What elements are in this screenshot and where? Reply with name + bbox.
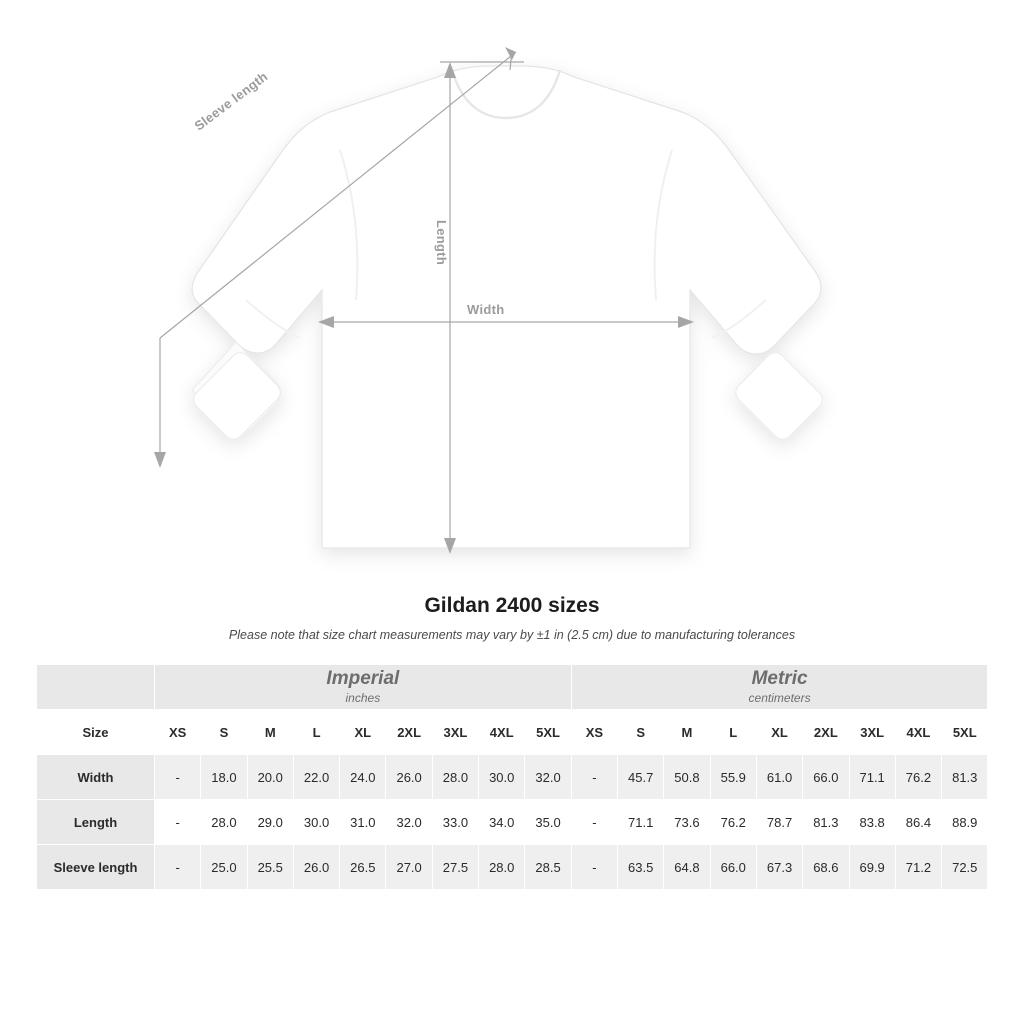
measurement-cell: 20.0 <box>247 755 293 800</box>
size-column-header: 3XL <box>432 710 478 755</box>
sleeve-length-dimension-label: Sleeve length <box>191 68 271 134</box>
measurement-cell: 32.0 <box>386 800 432 845</box>
row-label: Width <box>37 755 155 800</box>
measurement-cell: 29.0 <box>247 800 293 845</box>
measurement-cell: 64.8 <box>664 845 710 890</box>
size-column-header: XL <box>340 710 386 755</box>
measurement-cell: 81.3 <box>803 800 849 845</box>
measurement-cell: - <box>155 800 201 845</box>
measurement-cell: 30.0 <box>293 800 339 845</box>
length-dimension-label: Length <box>434 220 449 266</box>
measurement-cell: 35.0 <box>525 800 571 845</box>
measurement-cell: 68.6 <box>803 845 849 890</box>
measurement-cell: 26.5 <box>340 845 386 890</box>
size-column-header: 5XL <box>942 710 988 755</box>
unit-subtitle: inches <box>345 691 381 706</box>
measurement-cell: 22.0 <box>293 755 339 800</box>
measurement-cell: 32.0 <box>525 755 571 800</box>
measurement-cell: 78.7 <box>756 800 802 845</box>
measurement-cell: 72.5 <box>942 845 988 890</box>
table-corner-cell <box>37 665 155 710</box>
measurement-cell: - <box>155 845 201 890</box>
size-column-header: 2XL <box>803 710 849 755</box>
measurement-cell: 83.8 <box>849 800 895 845</box>
size-column-header: 2XL <box>386 710 432 755</box>
measurement-cell: 71.1 <box>618 800 664 845</box>
row-label: Sleeve length <box>37 845 155 890</box>
measurement-cell: 69.9 <box>849 845 895 890</box>
measurement-cell: - <box>571 755 617 800</box>
unit-name: Imperial <box>326 667 400 689</box>
measurement-cell: - <box>571 800 617 845</box>
unit-name: Metric <box>751 667 808 689</box>
measurement-cell: 71.1 <box>849 755 895 800</box>
measurement-cell: 86.4 <box>895 800 941 845</box>
measurement-cell: 27.0 <box>386 845 432 890</box>
tolerance-note: Please note that size chart measurements may vary by ±1 in (2.5 cm) due to manufacturing tolerances <box>228 628 796 642</box>
measurement-cell: - <box>571 845 617 890</box>
measurement-cell: 81.3 <box>942 755 988 800</box>
size-column-header: XS <box>571 710 617 755</box>
size-column-header: XL <box>756 710 802 755</box>
measurement-cell: 88.9 <box>942 800 988 845</box>
measurement-cell: 76.2 <box>710 800 756 845</box>
size-column-header: XS <box>155 710 201 755</box>
measurement-cell: 26.0 <box>293 845 339 890</box>
measurement-cell: 45.7 <box>618 755 664 800</box>
size-chart-table-wrap <box>36 664 988 890</box>
measurement-cell: 50.8 <box>664 755 710 800</box>
size-column-header: S <box>201 710 247 755</box>
unit-subtitle: centimeters <box>748 691 811 706</box>
measurement-cell: 28.0 <box>201 800 247 845</box>
size-column-header: 5XL <box>525 710 571 755</box>
size-column-header: S <box>618 710 664 755</box>
size-column-header: M <box>664 710 710 755</box>
title-block <box>0 594 1024 642</box>
measurement-cell: 33.0 <box>432 800 478 845</box>
size-chart-table <box>36 664 988 890</box>
measurement-cell: 18.0 <box>201 755 247 800</box>
shirt-shape <box>190 66 827 548</box>
measurement-cell: 71.2 <box>895 845 941 890</box>
measurement-cell: 61.0 <box>756 755 802 800</box>
measurement-cell: 63.5 <box>618 845 664 890</box>
unit-header-row <box>37 665 988 710</box>
measurement-cell: 66.0 <box>710 845 756 890</box>
size-column-header: L <box>293 710 339 755</box>
table-row <box>37 800 988 845</box>
page-title: Gildan 2400 sizes <box>424 594 600 617</box>
measurement-cell: 67.3 <box>756 845 802 890</box>
measurement-cell: 28.5 <box>525 845 571 890</box>
measurement-cell: 73.6 <box>664 800 710 845</box>
unit-header-imperial <box>155 665 572 710</box>
measurement-cell: 31.0 <box>340 800 386 845</box>
size-column-header: 4XL <box>479 710 525 755</box>
measurement-cell: 34.0 <box>479 800 525 845</box>
measurement-cell: - <box>155 755 201 800</box>
size-column-header: 4XL <box>895 710 941 755</box>
measurement-cell: 25.0 <box>201 845 247 890</box>
width-dimension-label: Width <box>467 302 505 317</box>
measurement-cell: 66.0 <box>803 755 849 800</box>
size-column-header: 3XL <box>849 710 895 755</box>
table-row <box>37 845 988 890</box>
size-column-header: M <box>247 710 293 755</box>
table-row <box>37 755 988 800</box>
size-header-row <box>37 710 988 755</box>
size-header-label: Size <box>37 710 155 755</box>
size-column-header: L <box>710 710 756 755</box>
measurement-cell: 24.0 <box>340 755 386 800</box>
row-label: Length <box>37 800 155 845</box>
measurement-cell: 26.0 <box>386 755 432 800</box>
measurement-cell: 28.0 <box>432 755 478 800</box>
measurement-cell: 27.5 <box>432 845 478 890</box>
measurement-cell: 28.0 <box>479 845 525 890</box>
measurement-cell: 55.9 <box>710 755 756 800</box>
measurement-cell: 76.2 <box>895 755 941 800</box>
measurement-cell: 30.0 <box>479 755 525 800</box>
unit-header-metric <box>571 665 988 710</box>
measurement-cell: 25.5 <box>247 845 293 890</box>
